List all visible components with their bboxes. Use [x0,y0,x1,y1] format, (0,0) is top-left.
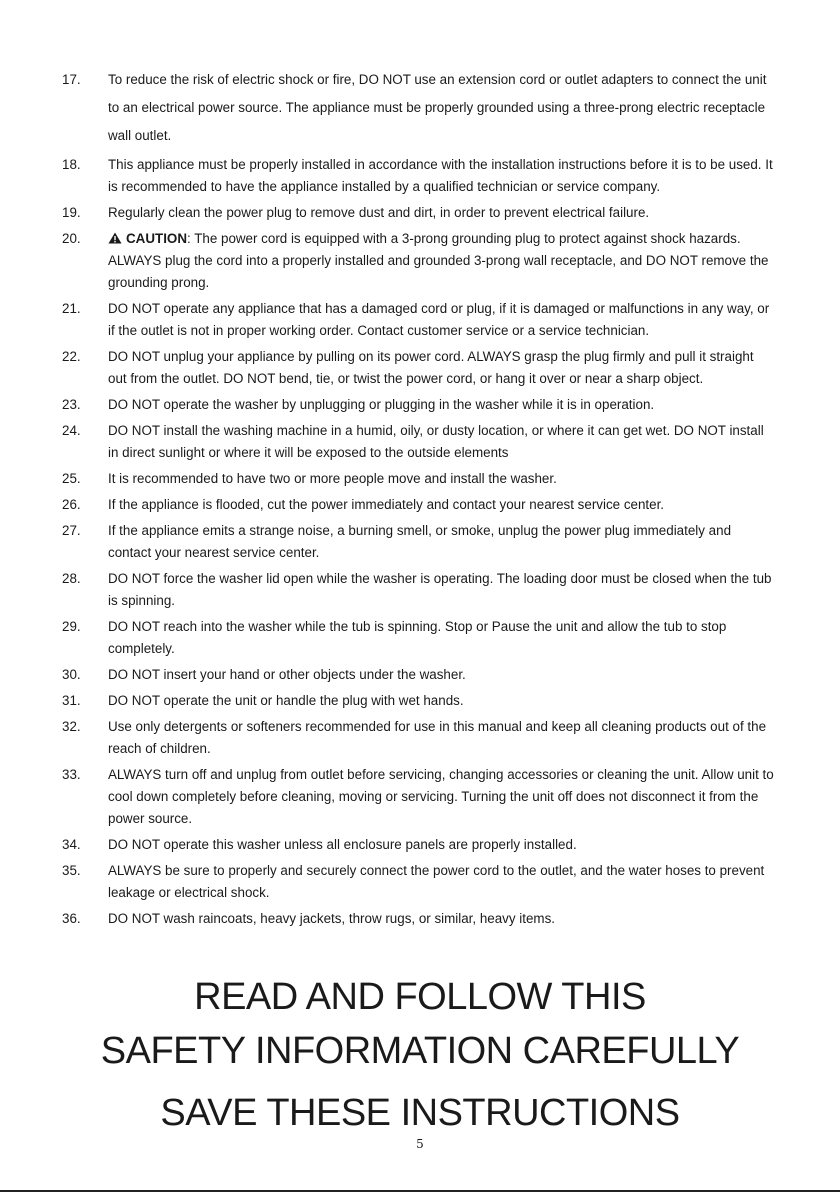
item-text: DO NOT operate the washer by unplugging or plugging in the washer while it is in operation. [108,397,655,412]
headline-safety-info: SAFETY INFORMATION CAREFULLY [100,1030,740,1072]
list-item [62,834,774,856]
list-item [62,202,774,224]
item-text: If the appliance emits a strange noise, a burning smell, or smoke, unplug the power plug immediately and contact your nearest service center. [108,523,732,560]
item-number: 19. [62,205,81,220]
item-text: ALWAYS turn off and unplug from outlet before servicing, changing accessories or cleaning the unit. Allow unit to cool down completely before cleaning, moving or servicing. Turning the unit off does not disconnect it from the power source. [108,767,774,826]
list-item [62,908,774,930]
item-text: DO NOT operate the unit or handle the plug with wet hands. [108,693,464,708]
item-number: 18. [62,157,81,172]
list-item [62,860,774,904]
safety-instructions-list [62,66,774,934]
item-number: 30. [62,667,81,682]
item-number: 29. [62,619,81,634]
caution-label: CAUTION [126,231,187,246]
item-number: 17. [62,72,81,87]
list-item [62,764,774,830]
headline-read-follow: READ AND FOLLOW THIS [194,976,646,1018]
item-number: 22. [62,349,81,364]
item-text: DO NOT install the washing machine in a humid, oily, or dusty location, or where it can get wet. DO NOT install in direct sunlight or where it will be exposed to the outside elements [108,423,764,460]
headline-save-instructions: SAVE THESE INSTRUCTIONS [160,1092,680,1134]
list-item [62,690,774,712]
item-text: DO NOT insert your hand or other objects under the washer. [108,667,466,682]
item-number: 24. [62,423,81,438]
item-number: 23. [62,397,81,412]
list-item [62,346,774,390]
item-number: 32. [62,719,81,734]
item-text: DO NOT operate any appliance that has a damaged cord or plug, if it is damaged or malfunctions in any way, or if the outlet is not in proper working order. Contact customer service or a service technician. [108,301,770,338]
item-number: 33. [62,767,81,782]
item-number: 35. [62,863,81,878]
list-item [62,394,774,416]
item-text: DO NOT operate this washer unless all enclosure panels are properly installed. [108,837,577,852]
list-item [62,298,774,342]
item-text: To reduce the risk of electric shock or fire, DO NOT use an extension cord or outlet adapters to connect the unit to an electrical power source. The appliance must be properly grounded using a three-prong electric receptacle wall outlet. [108,72,767,143]
list-item [62,616,774,660]
item-text: It is recommended to have two or more people move and install the washer. [108,471,557,486]
list-item [62,520,774,564]
item-number: 28. [62,571,81,586]
list-item [62,468,774,490]
item-text: ALWAYS be sure to properly and securely connect the power cord to the outlet, and the water hoses to prevent leakage or electrical shock. [108,863,765,900]
item-text: DO NOT wash raincoats, heavy jackets, throw rugs, or similar, heavy items. [108,911,556,926]
item-number: 20. [62,231,81,246]
list-item [62,420,774,464]
caution-text: : The power cord is equipped with a 3-prong grounding plug to protect against shock hazards. ALWAYS plug the cord into a properly installed and grounded 3-prong wall receptacle, and DO NOT remove the grounding prong. [108,231,769,290]
list-item [62,494,774,516]
item-number: 25. [62,471,81,486]
list-item [62,716,774,760]
item-text: This appliance must be properly installed in accordance with the installation instructions before it is to be used. It is recommended to have the appliance installed by a qualified technician or service company. [108,157,773,194]
list-item [62,154,774,198]
list-item [62,66,774,150]
warning-triangle-icon [108,232,122,244]
item-number: 36. [62,911,81,926]
item-number: 26. [62,497,81,512]
item-text: DO NOT unplug your appliance by pulling on its power cord. ALWAYS grasp the plug firmly and pull it straight out from the outlet. DO NOT bend, tie, or twist the power cord, or hang it over or near a sharp object. [108,349,754,386]
list-item [62,664,774,686]
item-text-caution [108,228,774,294]
list-item [62,228,774,294]
page-number: 5 [416,1137,424,1151]
item-number: 34. [62,837,81,852]
item-text: DO NOT force the washer lid open while the washer is operating. The loading door must be closed when the tub is spinning. [108,571,772,608]
item-number: 21. [62,301,81,316]
list-item [62,568,774,612]
item-text: If the appliance is flooded, cut the power immediately and contact your nearest service center. [108,497,665,512]
item-text: Use only detergents or softeners recommended for use in this manual and keep all cleaning products out of the reach of children. [108,719,767,756]
item-text: DO NOT reach into the washer while the tub is spinning. Stop or Pause the unit and allow the tub to stop completely. [108,619,727,656]
item-number: 27. [62,523,81,538]
item-number: 31. [62,693,81,708]
item-text: Regularly clean the power plug to remove dust and dirt, in order to prevent electrical failure. [108,205,650,220]
